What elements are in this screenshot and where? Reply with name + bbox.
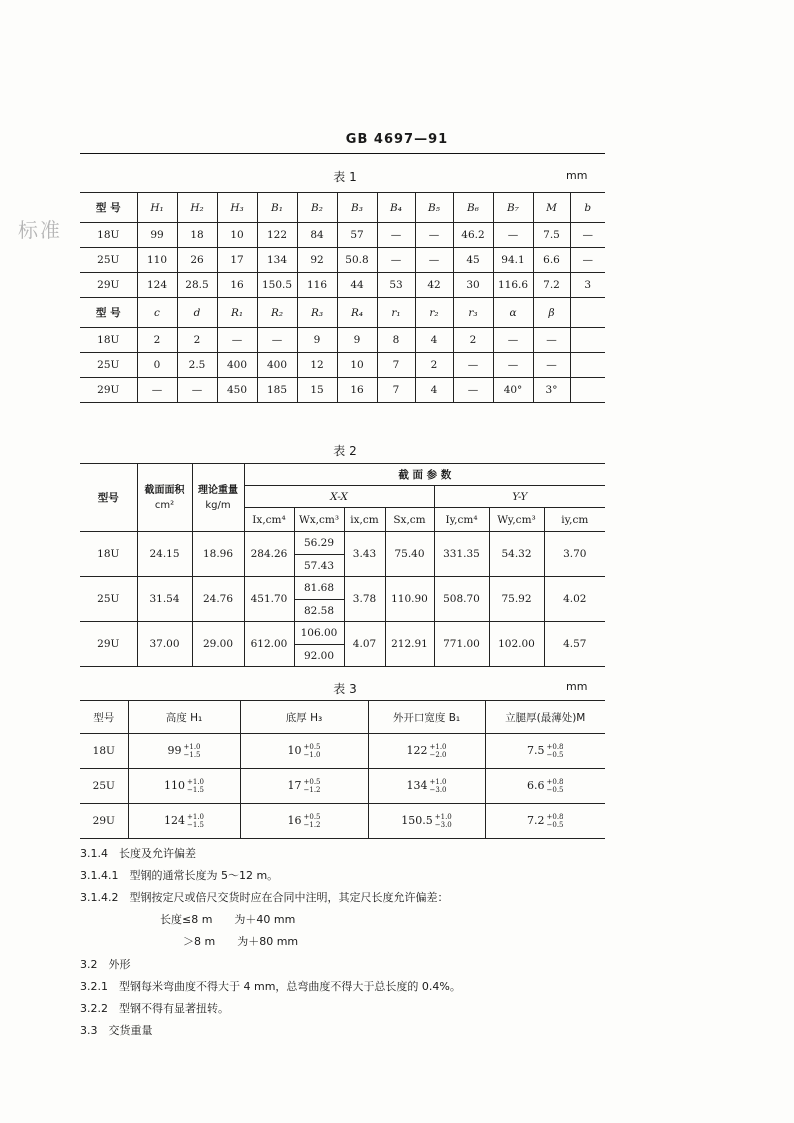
lower-tolerance: −1.0 bbox=[303, 751, 321, 759]
t1-cell: 18U bbox=[80, 328, 137, 353]
t1-header-cell: r₃ bbox=[453, 298, 493, 328]
tolerance bbox=[430, 743, 447, 759]
t2-cell-sx: 75.40 bbox=[385, 532, 434, 577]
t1-cell: 7.2 bbox=[533, 273, 570, 298]
clause-3-3: 3.3 交货重量 bbox=[80, 1024, 153, 1037]
t2-cell-weight: 24.76 bbox=[192, 577, 244, 622]
t1-cell: 18 bbox=[177, 223, 217, 248]
lower-tolerance: −1.2 bbox=[303, 821, 321, 829]
t1-cell: 3° bbox=[533, 378, 570, 403]
t1-header-cell: α bbox=[493, 298, 533, 328]
t1-cell: 45 bbox=[453, 248, 493, 273]
t3-cell-model: 18U bbox=[80, 734, 128, 769]
tolerance bbox=[304, 813, 321, 829]
t1-cell: 116 bbox=[297, 273, 337, 298]
table3-unit: mm bbox=[566, 680, 588, 693]
tolerance bbox=[184, 743, 201, 759]
t1-cell: — bbox=[415, 248, 453, 273]
nominal-value: 134 bbox=[406, 779, 428, 792]
t1-cell: 42 bbox=[415, 273, 453, 298]
nominal-value: 124 bbox=[164, 814, 185, 827]
t2-col-header: Ix,cm⁴ bbox=[244, 508, 294, 532]
t3-cell-tolerance bbox=[240, 734, 368, 769]
t3-header-cell: 外开口宽度 B₁ bbox=[368, 701, 485, 734]
nominal-value: 16 bbox=[287, 814, 302, 827]
t2-cell-wx1: 106.00 bbox=[294, 622, 344, 645]
t1-header-cell: H₃ bbox=[217, 193, 257, 223]
t1-cell: 134 bbox=[257, 248, 297, 273]
upper-tolerance: +1.0 bbox=[187, 778, 204, 786]
t2-cell-iy: 3.70 bbox=[544, 532, 605, 577]
t1-cell: — bbox=[453, 378, 493, 403]
t1-cell: 25U bbox=[80, 248, 137, 273]
t1-cell: 4 bbox=[415, 378, 453, 403]
t3-cell-tolerance bbox=[240, 804, 368, 839]
t2-weight-label: 理论重量 bbox=[198, 484, 238, 496]
t1-cell: 124 bbox=[137, 273, 177, 298]
t2-head-weight bbox=[192, 464, 244, 532]
tolerance bbox=[547, 778, 564, 794]
t1-cell bbox=[570, 353, 605, 378]
t3-cell-tolerance bbox=[368, 804, 485, 839]
t1-cell: 110 bbox=[137, 248, 177, 273]
t1-cell: 2 bbox=[137, 328, 177, 353]
upper-tolerance: +0.8 bbox=[546, 778, 564, 786]
header-rule bbox=[80, 153, 605, 154]
t2-head-yy: Y-Y bbox=[434, 486, 605, 508]
t1-header-row bbox=[80, 298, 605, 328]
clause-3-1-4: 3.1.4 长度及允许偏差 bbox=[80, 847, 196, 860]
lower-tolerance: −0.5 bbox=[546, 751, 564, 759]
t3-cell-tolerance bbox=[240, 769, 368, 804]
upper-tolerance: +0.5 bbox=[303, 743, 321, 751]
table1-title: 表 1 bbox=[333, 170, 357, 184]
t1-cell: — bbox=[493, 223, 533, 248]
t2-cell-weight: 18.96 bbox=[192, 532, 244, 577]
t2-col-header: Wx,cm³ bbox=[294, 508, 344, 532]
clause-3-2-2: 3.2.2 型钢不得有显著扭转。 bbox=[80, 1002, 229, 1015]
t1-row bbox=[80, 273, 605, 298]
t1-header-cell: b bbox=[570, 193, 605, 223]
t1-header-cell: B₃ bbox=[337, 193, 377, 223]
t1-header-cell: R₂ bbox=[257, 298, 297, 328]
watermark: 标准 bbox=[18, 218, 62, 242]
upper-tolerance: +0.8 bbox=[546, 813, 564, 821]
nominal-value: 10 bbox=[287, 744, 302, 757]
upper-tolerance: +0.8 bbox=[546, 743, 564, 751]
t1-cell: 26 bbox=[177, 248, 217, 273]
t1-cell: 400 bbox=[217, 353, 257, 378]
t2-col-header: Sx,cm bbox=[385, 508, 434, 532]
t1-cell: 28.5 bbox=[177, 273, 217, 298]
t1-cell: 2 bbox=[177, 328, 217, 353]
nominal-value: 150.5 bbox=[401, 814, 433, 827]
t1-header-cell: R₄ bbox=[337, 298, 377, 328]
t1-cell: 84 bbox=[297, 223, 337, 248]
document-header: GB 4697—91 bbox=[345, 132, 449, 147]
length-tolerance-2: ＞8 m 为＋80 mm bbox=[183, 935, 299, 948]
t1-cell: 29U bbox=[80, 378, 137, 403]
t1-cell: — bbox=[533, 328, 570, 353]
t3-cell-model: 29U bbox=[80, 804, 128, 839]
t1-cell: 25U bbox=[80, 353, 137, 378]
t3-header-cell: 高度 H₁ bbox=[128, 701, 240, 734]
t1-cell: — bbox=[570, 248, 605, 273]
t2-cell-ix: 3.78 bbox=[344, 577, 385, 622]
t2-cell-wy: 54.32 bbox=[489, 532, 544, 577]
t1-header-cell: B₄ bbox=[377, 193, 415, 223]
t2-cell-ix4: 284.26 bbox=[244, 532, 294, 577]
t1-cell: 3 bbox=[570, 273, 605, 298]
t1-cell: 44 bbox=[337, 273, 377, 298]
t2-cell-area: 31.54 bbox=[137, 577, 192, 622]
t1-cell: 7 bbox=[377, 378, 415, 403]
t3-cell-model: 25U bbox=[80, 769, 128, 804]
t2-row bbox=[80, 532, 605, 555]
t1-row bbox=[80, 248, 605, 273]
t2-row bbox=[80, 577, 605, 600]
t3-header-row bbox=[80, 701, 605, 734]
t1-row bbox=[80, 223, 605, 248]
t1-cell: 7 bbox=[377, 353, 415, 378]
t2-cell-area: 37.00 bbox=[137, 622, 192, 667]
nominal-value: 6.6 bbox=[527, 779, 545, 792]
t1-cell: 53 bbox=[377, 273, 415, 298]
t1-header-cell: β bbox=[533, 298, 570, 328]
t1-cell: — bbox=[217, 328, 257, 353]
t1-cell: 0 bbox=[137, 353, 177, 378]
lower-tolerance: −1.5 bbox=[183, 751, 201, 759]
lower-tolerance: −0.5 bbox=[546, 786, 564, 794]
t1-cell: 8 bbox=[377, 328, 415, 353]
lower-tolerance: −1.5 bbox=[187, 821, 204, 829]
t2-cell-iy: 4.57 bbox=[544, 622, 605, 667]
t1-cell bbox=[570, 328, 605, 353]
t1-cell: — bbox=[493, 353, 533, 378]
t1-cell: 400 bbox=[257, 353, 297, 378]
t1-cell: 7.5 bbox=[533, 223, 570, 248]
t2-head-xx: X-X bbox=[244, 486, 434, 508]
t1-cell: 29U bbox=[80, 273, 137, 298]
t1-header-cell: B₆ bbox=[453, 193, 493, 223]
t1-header-cell: c bbox=[137, 298, 177, 328]
nominal-value: 7.2 bbox=[527, 814, 545, 827]
t1-header-cell: B₂ bbox=[297, 193, 337, 223]
t1-cell: 92 bbox=[297, 248, 337, 273]
t1-cell: 16 bbox=[217, 273, 257, 298]
table-2 bbox=[80, 463, 605, 667]
t1-cell: 2.5 bbox=[177, 353, 217, 378]
t2-cell-sx: 212.91 bbox=[385, 622, 434, 667]
upper-tolerance: +1.0 bbox=[434, 813, 452, 821]
t1-cell: 30 bbox=[453, 273, 493, 298]
clause-3-1-4-1: 3.1.4.1 型钢的通常长度为 5～12 m。 bbox=[80, 869, 279, 882]
t2-cell-wx2: 92.00 bbox=[294, 645, 344, 667]
lower-tolerance: −1.5 bbox=[187, 786, 204, 794]
nominal-value: 122 bbox=[406, 744, 428, 757]
t1-header-cell: 型 号 bbox=[80, 193, 137, 223]
t1-cell: — bbox=[177, 378, 217, 403]
t1-cell: 57 bbox=[337, 223, 377, 248]
t1-cell: 9 bbox=[337, 328, 377, 353]
t2-row bbox=[80, 622, 605, 645]
tolerance bbox=[187, 778, 204, 794]
tolerance bbox=[547, 743, 564, 759]
t2-cell-wy: 75.92 bbox=[489, 577, 544, 622]
t3-cell-tolerance bbox=[368, 769, 485, 804]
nominal-value: 17 bbox=[287, 779, 302, 792]
t2-cell-wx2: 82.58 bbox=[294, 600, 344, 622]
t1-cell: 10 bbox=[217, 223, 257, 248]
t1-header-cell bbox=[570, 298, 605, 328]
t1-cell: 9 bbox=[297, 328, 337, 353]
t3-cell-tolerance bbox=[128, 804, 240, 839]
t1-cell: — bbox=[570, 223, 605, 248]
t1-cell: 17 bbox=[217, 248, 257, 273]
t1-cell: — bbox=[533, 353, 570, 378]
t3-header-cell: 型号 bbox=[80, 701, 128, 734]
clause-3-1-4-2: 3.1.4.2 型钢按定尺或倍尺交货时应在合同中注明，其定尺长度允许偏差： bbox=[80, 891, 449, 904]
t1-cell: — bbox=[257, 328, 297, 353]
t1-cell: 2 bbox=[453, 328, 493, 353]
t2-cell-weight: 29.00 bbox=[192, 622, 244, 667]
nominal-value: 99 bbox=[167, 744, 182, 757]
length-tolerance-1: 长度≤8 m 为＋40 mm bbox=[160, 913, 296, 926]
table-1 bbox=[80, 192, 605, 403]
t2-area-unit: cm² bbox=[154, 499, 175, 511]
t2-head-params: 截 面 参 数 bbox=[244, 464, 605, 486]
lower-tolerance: −3.0 bbox=[434, 821, 452, 829]
t1-cell bbox=[570, 378, 605, 403]
t1-cell: 50.8 bbox=[337, 248, 377, 273]
t1-row bbox=[80, 328, 605, 353]
t1-header-cell: B₇ bbox=[493, 193, 533, 223]
t3-cell-tolerance bbox=[368, 734, 485, 769]
upper-tolerance: +1.0 bbox=[429, 778, 447, 786]
lower-tolerance: −3.0 bbox=[429, 786, 447, 794]
t1-cell: 12 bbox=[297, 353, 337, 378]
t1-cell: 16 bbox=[337, 378, 377, 403]
lower-tolerance: −2.0 bbox=[429, 751, 447, 759]
t1-cell: 10 bbox=[337, 353, 377, 378]
table3-title: 表 3 bbox=[333, 682, 357, 696]
t1-cell: — bbox=[493, 328, 533, 353]
t1-header-cell: R₃ bbox=[297, 298, 337, 328]
t1-cell: 116.6 bbox=[493, 273, 533, 298]
t1-header-cell: d bbox=[177, 298, 217, 328]
t1-header-row bbox=[80, 193, 605, 223]
upper-tolerance: +1.0 bbox=[187, 813, 204, 821]
t1-header-cell: r₁ bbox=[377, 298, 415, 328]
clause-3-2: 3.2 外形 bbox=[80, 958, 131, 971]
t2-head-area bbox=[137, 464, 192, 532]
t1-row bbox=[80, 353, 605, 378]
t2-col-header: Iy,cm⁴ bbox=[434, 508, 489, 532]
t3-row bbox=[80, 734, 605, 769]
t3-cell-tolerance bbox=[485, 769, 605, 804]
t3-header-cell: 立腿厚(最薄处)M bbox=[485, 701, 605, 734]
table-3 bbox=[80, 700, 605, 839]
table1-unit: mm bbox=[566, 169, 588, 182]
t1-cell: 122 bbox=[257, 223, 297, 248]
t2-cell-ix: 4.07 bbox=[344, 622, 385, 667]
t2-cell-wx1: 56.29 bbox=[294, 532, 344, 555]
t2-col-header: Wy,cm³ bbox=[489, 508, 544, 532]
t2-area-label: 截面面积 bbox=[144, 484, 185, 496]
t3-header-cell: 底厚 H₃ bbox=[240, 701, 368, 734]
t2-cell-wy: 102.00 bbox=[489, 622, 544, 667]
t1-cell: 150.5 bbox=[257, 273, 297, 298]
t1-cell: 94.1 bbox=[493, 248, 533, 273]
upper-tolerance: +1.0 bbox=[183, 743, 201, 751]
t3-cell-tolerance bbox=[128, 769, 240, 804]
t2-weight-unit: kg/m bbox=[205, 499, 231, 511]
t1-header-cell: B₅ bbox=[415, 193, 453, 223]
t2-cell-wx1: 81.68 bbox=[294, 577, 344, 600]
t1-cell: — bbox=[415, 223, 453, 248]
tolerance bbox=[304, 743, 321, 759]
upper-tolerance: +0.5 bbox=[303, 813, 321, 821]
t1-cell: 6.6 bbox=[533, 248, 570, 273]
t1-header-cell: H₁ bbox=[137, 193, 177, 223]
table2-title: 表 2 bbox=[333, 444, 357, 458]
t2-cell-model: 25U bbox=[80, 577, 137, 622]
t3-cell-tolerance bbox=[128, 734, 240, 769]
t1-header-cell: M bbox=[533, 193, 570, 223]
t2-cell-sx: 110.90 bbox=[385, 577, 434, 622]
t3-row bbox=[80, 769, 605, 804]
t2-cell-iy4: 771.00 bbox=[434, 622, 489, 667]
lower-tolerance: −1.2 bbox=[303, 786, 321, 794]
t2-cell-ix: 3.43 bbox=[344, 532, 385, 577]
t1-cell: — bbox=[377, 248, 415, 273]
t1-row bbox=[80, 378, 605, 403]
t1-cell: — bbox=[137, 378, 177, 403]
tolerance bbox=[304, 778, 321, 794]
t1-header-cell: B₁ bbox=[257, 193, 297, 223]
t1-cell: 99 bbox=[137, 223, 177, 248]
clause-3-2-1: 3.2.1 型钢每米弯曲度不得大于 4 mm，总弯曲度不得大于总长度的 0.4%。 bbox=[80, 980, 461, 993]
t1-header-cell: r₂ bbox=[415, 298, 453, 328]
tolerance bbox=[430, 778, 447, 794]
nominal-value: 110 bbox=[164, 779, 185, 792]
t1-cell: 2 bbox=[415, 353, 453, 378]
t1-cell: 18U bbox=[80, 223, 137, 248]
t2-col-header: ix,cm bbox=[344, 508, 385, 532]
t1-cell: 450 bbox=[217, 378, 257, 403]
t1-cell: 4 bbox=[415, 328, 453, 353]
tolerance bbox=[547, 813, 564, 829]
t3-cell-tolerance bbox=[485, 804, 605, 839]
t2-head-model: 型号 bbox=[80, 464, 137, 532]
t2-cell-model: 29U bbox=[80, 622, 137, 667]
t2-cell-iy4: 508.70 bbox=[434, 577, 489, 622]
upper-tolerance: +0.5 bbox=[303, 778, 321, 786]
t2-cell-ix4: 612.00 bbox=[244, 622, 294, 667]
t1-cell: 46.2 bbox=[453, 223, 493, 248]
t1-header-cell: R₁ bbox=[217, 298, 257, 328]
t1-cell: 185 bbox=[257, 378, 297, 403]
t2-col-header: iy,cm bbox=[544, 508, 605, 532]
upper-tolerance: +1.0 bbox=[429, 743, 447, 751]
t3-cell-tolerance bbox=[485, 734, 605, 769]
t2-cell-area: 24.15 bbox=[137, 532, 192, 577]
t2-cell-iy4: 331.35 bbox=[434, 532, 489, 577]
t2-cell-model: 18U bbox=[80, 532, 137, 577]
t1-cell: — bbox=[453, 353, 493, 378]
t2-cell-ix4: 451.70 bbox=[244, 577, 294, 622]
t2-cell-wx2: 57.43 bbox=[294, 555, 344, 577]
t1-cell: 15 bbox=[297, 378, 337, 403]
t1-cell: — bbox=[377, 223, 415, 248]
t1-header-cell: 型 号 bbox=[80, 298, 137, 328]
t2-cell-iy: 4.02 bbox=[544, 577, 605, 622]
lower-tolerance: −0.5 bbox=[546, 821, 564, 829]
t1-header-cell: H₂ bbox=[177, 193, 217, 223]
tolerance bbox=[435, 813, 452, 829]
tolerance bbox=[187, 813, 204, 829]
t3-row bbox=[80, 804, 605, 839]
nominal-value: 7.5 bbox=[527, 744, 545, 757]
t1-cell: 40° bbox=[493, 378, 533, 403]
